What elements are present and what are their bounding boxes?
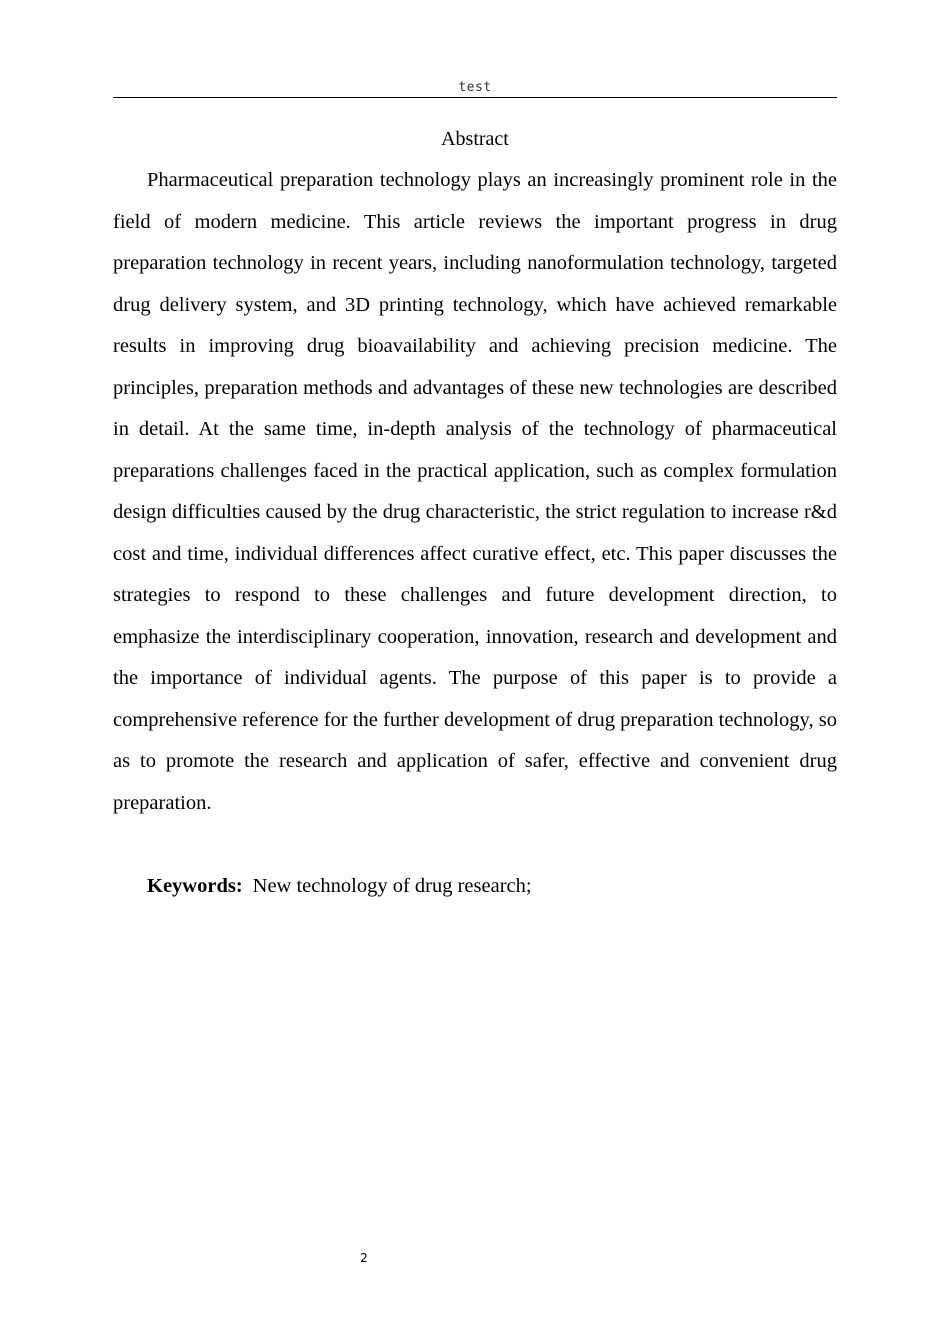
header-rule: [113, 97, 837, 98]
keywords-value: New technology of drug research;: [252, 875, 532, 897]
abstract-body: Pharmaceutical preparation technology plays an increasingly prominent role in the field of modern medicine. This article reviews the important progress in drug preparation technology in recent years, including nanoformulation technology, targeted drug delivery system, and 3D printing technology, which have achieved remarkable results in improving drug bioavailability and achieving precision medicine. The principles, preparation methods and advantages of these new technologies are described in detail. At the same time, in-depth analysis of the technology of pharmaceutical preparations challenges faced in the practical application, such as complex formulation design difficulties caused by the drug characteristic, the strict regulation to increase r&d cost and time, individual differences affect curative effect, etc. This paper discusses the strategies to respond to these challenges and future development direction, to emphasize the interdisciplinary cooperation, innovation, research and development and the importance of individual agents. The purpose of this paper is to provide a comprehensive reference for the further development of drug preparation technology, so as to promote the research and application of safer, effective and convenient drug preparation.: [113, 169, 837, 814]
page-header-text: test: [458, 80, 492, 95]
keywords-label: Keywords:: [147, 875, 243, 897]
page-number: 2: [360, 1251, 368, 1265]
keywords-line: [147, 866, 837, 908]
abstract-title: Abstract: [441, 128, 509, 150]
